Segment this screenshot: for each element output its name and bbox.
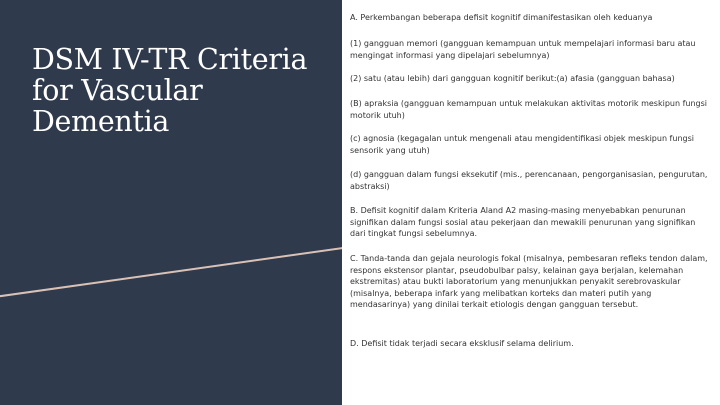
criterion-c: C. Tanda-tanda dan gejala neurologis fokal (misalnya, pembesaran refleks tendon dalam, respons ekstensor plantar, pseudobulbar palsy, kelainan gaya berjalan, kelemahan ekstremitas) atau bukti laboratorium yang menunjukkan penyakit serebrovaskular (misalnya, beberapa infark yang melibatkan korteks dan materi putih yang mendasarinya) yang dinilai terkait etiologis dengan gangguan tersebut.: [350, 254, 708, 309]
decorative-divider-line: [0, 242, 342, 300]
criterion-a2d: (d) gangguan dalam fungsi eksekutif (mis., perencanaan, pengorganisasian, pengurutan, abstraksi): [350, 170, 708, 191]
criterion-d: D. Defisit tidak terjadi secara eksklusif selama delirium.: [350, 339, 574, 348]
title-panel: [0, 0, 342, 405]
criterion-a: A. Perkembangan beberapa defisit kognitif dimanifestasikan oleh keduanya: [350, 13, 653, 22]
criterion-a2b: (B) apraksia (gangguan kemampuan untuk melakukan aktivitas motorik meskipun fungsi motorik utuh): [350, 99, 708, 120]
criterion-a2: (2) satu (atau lebih) dari gangguan kognitif berikut:(a) afasia (gangguan bahasa): [350, 74, 675, 83]
slide-title: DSM IV-TR Criteria for Vascular Dementia: [32, 43, 308, 138]
criterion-a2c: (c) agnosia (kegagalan untuk mengenali atau mengidentifikasi objek meskipun fungsi sensorik yang utuh): [350, 134, 694, 155]
content-panel: [342, 0, 720, 405]
criterion-a1: (1) gangguan memori (gangguan kemampuan untuk mempelajari informasi baru atau mengingat informasi yang dipelajari sebelumnya): [350, 39, 696, 60]
criterion-b: B. Defisit kognitif dalam Kriteria Aland A2 masing-masing menyebabkan penurunan signifikan dalam fungsi sosial atau pekerjaan dan mewakili penurunan yang signifikan dari tingkat fungsi sebelumnya.: [350, 206, 696, 238]
